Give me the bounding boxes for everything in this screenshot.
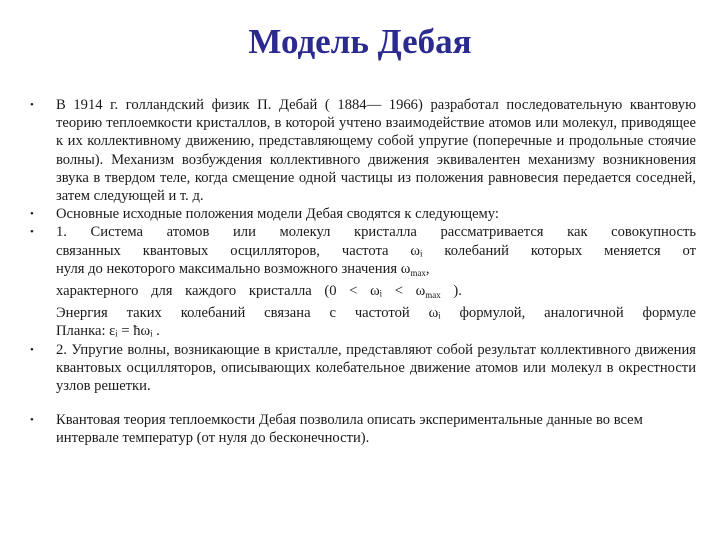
text-line [56, 282, 696, 304]
bullet-item-oscillators [24, 223, 696, 340]
bullet-list [24, 96, 696, 448]
bullet-text [56, 223, 696, 340]
formula-line: Планка: εᵢ = ħωᵢ . [56, 323, 160, 340]
slide-title: Модель Дебая [248, 22, 472, 61]
text-line: связанных квантовых осцилляторов, частота ωᵢ колебаний которых меняется от [56, 242, 696, 259]
text-line: Энергия таких колебаний связана с частотой ωᵢ формулой, аналогичной формуле [56, 305, 696, 322]
bullet-icon: • [30, 208, 34, 221]
bullet-item-basic-principles [24, 205, 696, 223]
bullet-text: 2. Упругие волны, возникающие в кристалле, представляют собой результат коллективного движения квантовых осцилляторов, описывающих колебательное движение атомов или молекул в окрестности узлов решетки. [56, 341, 696, 395]
subscript: max [410, 267, 426, 278]
spacer [24, 395, 696, 411]
text-fragment: нуля до некоторого максимально возможного значения ω [56, 260, 411, 277]
bullet-icon: • [30, 343, 34, 356]
bullet-item-debye-history [24, 96, 696, 205]
text-line [56, 260, 696, 282]
bullet-icon: • [30, 99, 34, 111]
text-fragment: характерного для каждого кристалла (0 < ωᵢ < ω [56, 283, 426, 300]
text-fragment: , [425, 260, 430, 277]
bullet-item-elastic-waves [24, 341, 696, 396]
bullet-icon: • [30, 226, 34, 239]
subscript: max [425, 290, 441, 301]
text-line: 1. Система атомов или молекул кристалла рассматривается как совокупность [56, 224, 696, 241]
bullet-icon: • [30, 414, 34, 427]
text-fragment: ). [440, 283, 462, 300]
bullet-text: Квантовая теория теплоемкости Дебая позволила описать экспериментальные данные во всем интервале температур (от нуля до бесконечности). [56, 412, 643, 447]
bullet-text: Основные исходные положения модели Дебая сводятся к следующему: [56, 206, 499, 223]
bullet-item-conclusion [24, 411, 696, 447]
bullet-text: В 1914 г. голландский физик П. Дебай ( 1884— 1966) разработал последовательную квантовую теорию теплоемкости кристаллов, в которой учтено взаимодействие атомов или молекул, приводящее к их коллективному движению, представляющему собой упругие (поперечные и продольные стоячие волны). Механизм возбуждения коллективного движения эквивалентен механизму возникновения звука в твердом теле, когда смещение одной частицы из положения равновесия передается соседней, затем следующей и т. д. [56, 97, 696, 205]
